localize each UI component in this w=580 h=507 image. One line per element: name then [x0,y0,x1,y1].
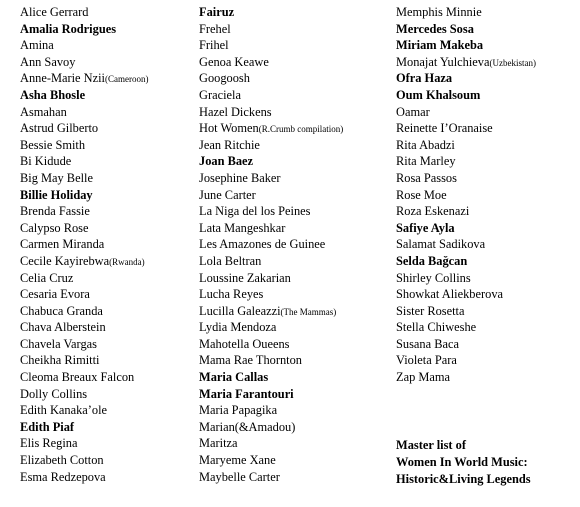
artist-name-text: Maria Farantouri [199,386,294,401]
artist-name [199,435,343,452]
artist-name-text: Miriam Makeba [396,38,484,53]
artist-name-text: Josephine Baker [199,170,281,185]
artist-name-text: Alice Gerrard [20,5,89,19]
artist-name [199,37,343,54]
artist-name-text: Loussine Zakarian [199,270,291,285]
artist-name [20,104,148,121]
artist-name-text: Roza Eskenazi [396,204,470,219]
artist-name [396,369,536,386]
artist-name [199,319,343,336]
artist-name-text: Reinette I’Oranaise [396,121,493,136]
artist-name [396,236,536,253]
artist-name-text: Rita Abadzi [396,137,455,152]
artist-name [199,137,343,154]
artist-name-text: Oum Khalsoum [396,87,481,102]
artist-name-text: Shirley Collins [396,270,471,285]
artist-name-text: Zap Mama [396,370,451,385]
artist-name-text: Showkat Aliekberova [396,287,504,302]
artist-name [396,4,536,21]
title-line-1: Master list of [396,438,466,452]
artist-name [199,120,343,137]
artist-name-text: Les Amazones de Guinee [199,237,326,252]
artist-name [396,220,536,237]
artist-name-text: Carmen Miranda [20,237,105,252]
artist-name [396,120,536,137]
artist-name-text: Cecile Kayirebwa [20,253,110,268]
artist-name-text: Maria Papagika [199,403,278,418]
artist-name-text: Mama Rae Thornton [199,353,303,368]
artist-name-text: Chavela Vargas [20,336,97,351]
artist-name [396,352,536,369]
artist-name-text: Brenda Fassie [20,204,90,219]
artist-name-text: Susana Baca [396,336,459,351]
artist-name [199,253,343,270]
artist-name-text: Bessie Smith [20,137,86,152]
artist-name [396,21,536,38]
artist-name-text: Marian(&Amadou) [199,419,296,434]
artist-name [20,303,148,320]
artist-name-text: Lata Mangeshkar [199,220,286,235]
artist-name-text: Lucilla Galeazzi [199,303,281,318]
artist-name-text: Maria Callas [199,370,269,385]
artist-name [199,153,343,170]
artist-name-text: Monajat Yulchieva [396,54,490,69]
artist-name [396,137,536,154]
artist-name-text: Celia Cruz [20,270,74,285]
artist-name [20,270,148,287]
artist-name [20,70,148,87]
artist-name-text: Lydia Mendoza [199,320,277,335]
artist-name-text: Mahotella Oueens [199,336,290,351]
artist-name-text: Edith Kanaka’ole [20,403,108,418]
artist-name [199,452,343,469]
name-column-1 [20,4,148,485]
artist-name [199,469,343,486]
artist-name [20,369,148,386]
artist-name [199,54,343,71]
artist-name [396,270,536,287]
artist-name-text: Asmahan [20,104,67,119]
artist-name-text: Billie Holiday [20,187,93,202]
artist-name [199,386,343,403]
artist-name-text: Chava Alberstein [20,320,106,335]
artist-name-text: Lucha Reyes [199,287,264,302]
artist-name-text: Safiye Ayla [396,220,455,235]
artist-name [199,21,343,38]
artist-note: (Uzbekistan) [489,57,536,68]
artist-name-text: Fairuz [199,5,235,19]
artist-name-text: Ofra Haza [396,71,453,86]
artist-name [396,70,536,87]
artist-name [199,286,343,303]
artist-name-text: Esma Redzepova [20,469,106,484]
artist-note: (Rwanda) [109,256,145,267]
artist-name-text: Calypso Rose [20,220,89,235]
artist-name [20,336,148,353]
artist-name [20,386,148,403]
artist-name [20,37,148,54]
artist-name-text: Maritza [199,436,238,451]
artist-name-text: Cleoma Breaux Falcon [20,370,135,385]
artist-name-text: June Carter [199,187,256,202]
artist-name [20,419,148,436]
artist-name [396,303,536,320]
artist-name [20,319,148,336]
artist-name [396,54,536,71]
artist-name-text: Hot Women [199,121,259,136]
artist-name [396,319,536,336]
artist-name [20,435,148,452]
artist-note: (Cameroon) [104,74,149,85]
artist-name [20,352,148,369]
artist-name [20,402,148,419]
artist-name-text: Mercedes Sosa [396,21,474,36]
artist-name-text: Selda Bağcan [396,253,468,268]
artist-name [396,104,536,121]
artist-name [199,352,343,369]
artist-note: (R.Crumb compilation) [258,124,344,135]
artist-name [20,4,148,21]
artist-name-text: Anne-Marie Nzii [20,71,105,86]
artist-name-text: Rose Moe [396,187,447,202]
artist-name-text: Violeta Para [396,353,457,368]
artist-name-text: Asha Bhosle [20,87,86,102]
artist-name [199,402,343,419]
artist-name-text: Chabuca Granda [20,303,103,318]
artist-name [20,21,148,38]
artist-name [20,236,148,253]
artist-name-text: Elis Regina [20,436,78,451]
name-column-2 [199,4,343,485]
artist-name [199,4,343,21]
artist-name-text: Astrud Gilberto [20,121,99,136]
artist-name [20,87,148,104]
artist-name [199,236,343,253]
artist-name [199,70,343,87]
title-line-3: Historic&Living Legends [396,471,531,486]
artist-name [20,120,148,137]
artist-name [199,369,343,386]
artist-name [396,87,536,104]
artist-name-text: Frihel [199,38,229,53]
artist-name [20,187,148,204]
artist-name [199,104,343,121]
artist-name-text: Salamat Sadikova [396,237,486,252]
artist-name-text: Googoosh [199,71,250,86]
artist-name-text: Cheikha Rimitti [20,353,100,368]
artist-name-text: Big May Belle [20,170,93,185]
artist-name-text: Oamar [396,104,430,119]
artist-name [396,286,536,303]
artist-name-text: Amina [20,38,54,53]
artist-name [199,270,343,287]
artist-name-text: Cesaria Evora [20,287,90,302]
artist-name-text: Sister Rosetta [396,303,465,318]
artist-name-text: Ann Savoy [20,54,76,69]
title-line-2: Women In World Music: [396,454,528,469]
artist-name [20,253,148,270]
artist-name [396,187,536,204]
artist-name [396,153,536,170]
artist-name-text: Elizabeth Cotton [20,453,104,468]
artist-name-text: Graciela [199,87,241,102]
list-title [396,437,531,487]
artist-name [20,170,148,187]
artist-name-text: Bi Kidude [20,154,72,169]
artist-name-text: Frehel [199,21,231,36]
artist-name-text: Hazel Dickens [199,104,272,119]
artist-name [199,187,343,204]
artist-name-text: Maryeme Xane [199,453,276,468]
artist-name-text: Joan Baez [199,154,254,169]
artist-note: (The Mammas) [280,306,337,317]
artist-name [396,336,536,353]
artist-name-text: Rosa Passos [396,170,457,185]
artist-name [20,469,148,486]
artist-name [199,336,343,353]
artist-name [199,87,343,104]
artist-name-text: La Niga del los Peines [199,204,311,219]
artist-name [396,253,536,270]
artist-name [20,153,148,170]
artist-name [396,170,536,187]
artist-name-text: Stella Chiweshe [396,320,477,335]
artist-name [20,220,148,237]
artist-name-text: Dolly Collins [20,386,88,401]
artist-name [396,203,536,220]
artist-name [20,286,148,303]
artist-name-text: Lola Beltran [199,253,262,268]
artist-name-text: Edith Piaf [20,419,75,434]
artist-name [20,137,148,154]
artist-name [199,203,343,220]
name-column-3 [396,4,536,386]
artist-name-text: Amalia Rodrigues [20,21,117,36]
artist-name [20,452,148,469]
artist-name-text: Maybelle Carter [199,469,280,484]
artist-name-text: Genoa Keawe [199,54,269,69]
artist-name-text: Memphis Minnie [396,5,482,19]
artist-name [199,303,343,320]
artist-name-text: Jean Ritchie [199,137,260,152]
artist-name [199,220,343,237]
artist-name [396,37,536,54]
artist-name [20,54,148,71]
artist-name [199,170,343,187]
artist-name-text: Rita Marley [396,154,456,169]
artist-name [199,419,343,436]
artist-name [20,203,148,220]
